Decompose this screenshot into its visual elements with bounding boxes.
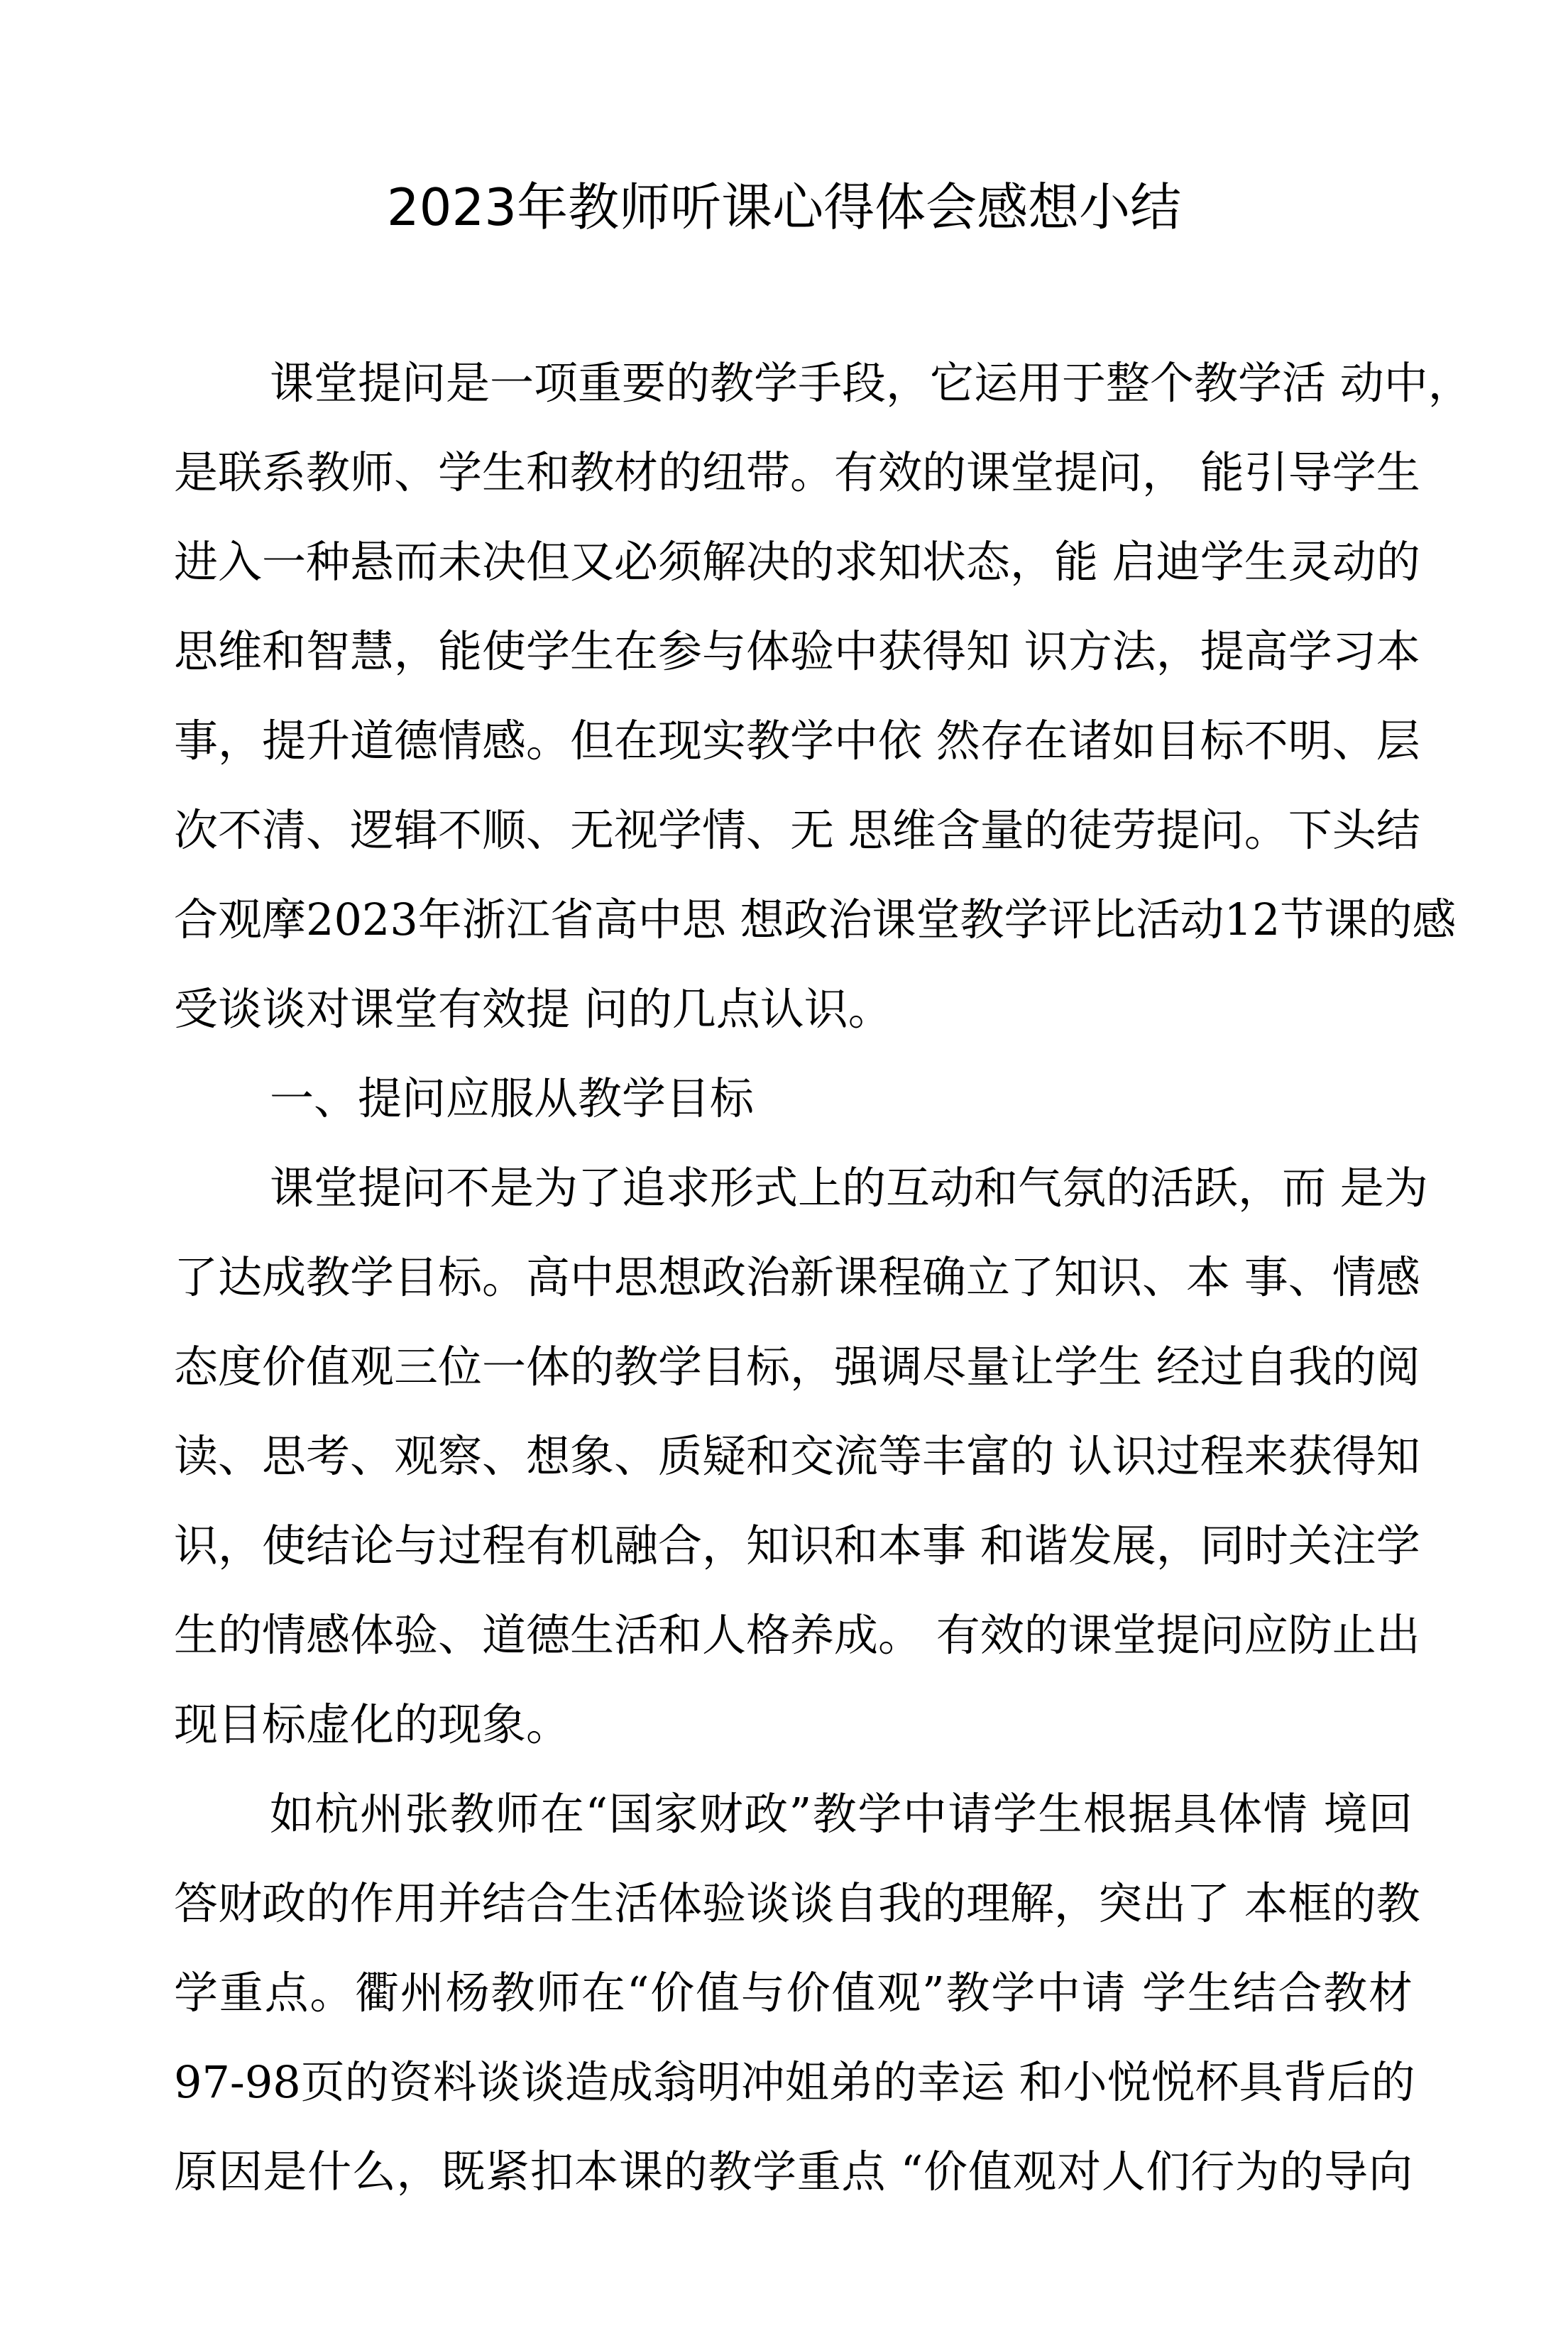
document-body [174,339,1472,2217]
body-line: 如杭州张教师在“国家财政”教学中请学生根据具体情 境回 [270,1788,1413,1840]
body-line: 课堂提问是一项重要的教学手段，它运用于整个教学活 动中， [270,357,1472,409]
body-line: 课堂提问不是为了追求形式上的互动和气氛的活跃，而 是为 [270,1162,1428,1214]
body-line: 事，提升道德情感。但在现实教学中依 然存在诸如目标不明、层 [174,715,1420,767]
page-title: 2023年教师听课心得体会感想小结 [386,177,1182,237]
body-line: 97-98页的资料谈谈造成翁明冲姐弟的幸运 和小悦悦杯具背后的 [174,2056,1415,2108]
body-line: 了达成教学目标。高中思想政治新课程确立了知识、本 事、情感 [174,1251,1420,1303]
body-line: 是联系教师、学生和教材的纽带。有效的课堂提问， 能引导学生 [174,446,1420,498]
body-line: 识，使结论与过程有机融合，知识和本事 和谐发展，同时关注学 [174,1520,1420,1571]
body-line: 思维和智慧，能使学生在参与体验中获得知 识方法，提高学习本 [174,625,1420,677]
body-line: 次不清、逻辑不顺、无视学情、无 思维含量的徒劳提问。下头结 [174,804,1420,856]
body-line: 原因是什么，既紧扣本课的教学重点 “价值观对人们行为的导向 [174,2146,1413,2197]
body-line: 态度价值观三位一体的教学目标，强调尽量让学生 经过自我的阅 [174,1341,1420,1393]
body-line: 现目标虚化的现象。 [174,1698,571,1750]
body-line: 受谈谈对课堂有效提 问的几点认识。 [174,983,892,1035]
body-line: 合观摩2023年浙江省高中思 想政治课堂教学评比活动12节课的感 [174,894,1457,945]
body-line: 答财政的作用并结合生活体验谈谈自我的理解，突出了 本框的教 [174,1877,1420,1929]
body-line: 进入一种悬而未决但又必须解决的求知状态，能 启迪学生灵动的 [174,536,1420,588]
body-line: 读、思考、观察、想象、质疑和交流等丰富的 认识过程来获得知 [174,1430,1420,1482]
body-line: 学重点。衢州杨教师在“价值与价值观”教学中请 学生结合教材 [174,1967,1413,2019]
section-heading: 一、提问应服从教学目标 [270,1072,755,1124]
body-line: 生的情感体验、道德生活和人格养成。 有效的课堂提问应防止出 [174,1609,1420,1661]
